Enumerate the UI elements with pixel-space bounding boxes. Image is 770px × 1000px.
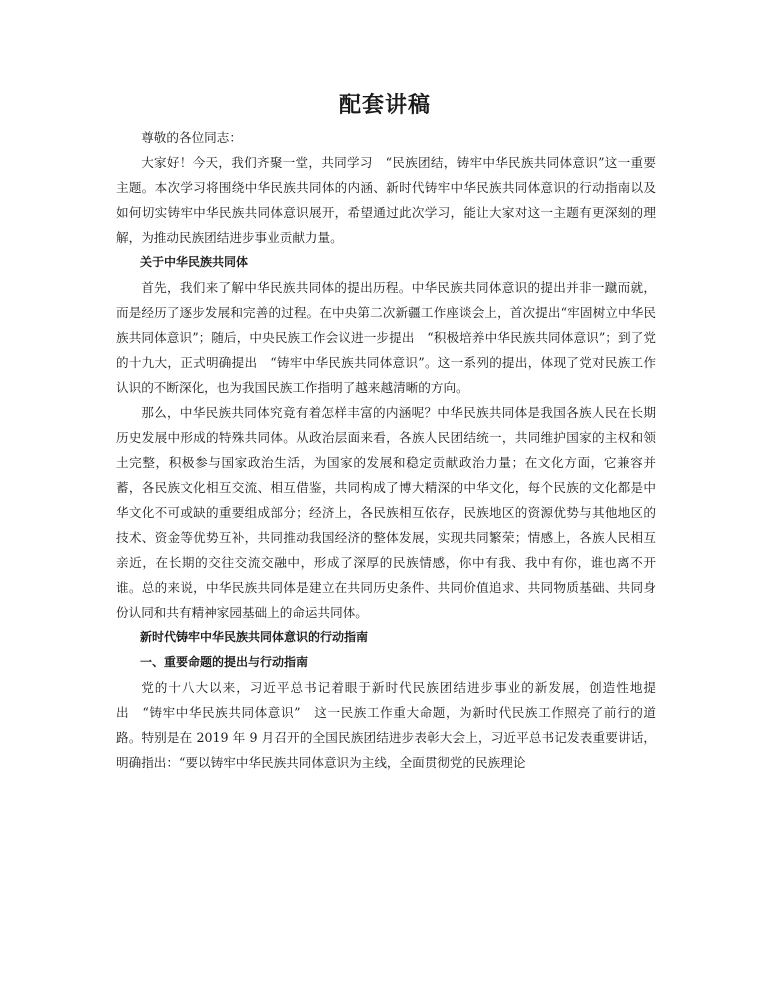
section-heading-guideline: 新时代铸牢中华民族共同体意识的行动指南 xyxy=(140,630,369,644)
paragraph-connotation: 那么，中华民族共同体究竟有着怎样丰富的内涵呢？中华民族共同体是我国各族人民在长期历史发展中形成的特殊共同体。从政治层面来看，各族人民团结统一，共同维护国家的主权和领土完整，积极参与国家政治生活，为国家的发展和稳定贡献政治力量；在文化方面，它兼容并蓄，各民族文化相互交流、相互借鉴，共同构成了博大精深的中华文化，每个民族的文化都是中华文化不可或缺的重要组成部分；经济上，各民族相互依存，民族地区的资源优势与其他地区的技术、资金等优势互补，共同推动我国经济的整体发展，实现共同繁荣；情感上，各族人民相互亲近，在长期的交往交流交融中，形成了深厚的民族情感，你中有我、我中有你，谁也离不开谁。总的来说，中华民族共同体是建立在共同历史条件、共同价值追求、共同物质基础、共同身份认同和共有精神家园基础上的命运共同体。 xyxy=(116,405,656,620)
page-title: 配套讲稿 xyxy=(338,92,431,118)
paragraph-history: 首先，我们来了解中华民族共同体的提出历程。中华民族共同体意识的提出并非一蹴而就，而是经历了逐步发展和完善的过程。在中央第二次新疆工作座谈会上，首次提出“牢固树立中华民族共同体意识”；随后，中央民族工作会议进一步提出 “积极培养中华民族共同体意识”；到了党的十九大，正式明确提出 “铸牢中华民族共同体意识”。这一系列的提出，体现了党对民族工作认识的不断深化，也为我国民族工作指明了越来越清晰的方向。 xyxy=(116,280,656,395)
paragraph-eighteenth-congress: 党的十八大以来，习近平总书记着眼于新时代民族团结进步事业的新发展，创造性地提出 “铸牢中华民族共同体意识” 这一民族工作重大命题，为新时代民族工作照亮了前行的道路。特别是在 2019 年 9 月召开的全国民族团结进步表彰大会上，习近平总书记发表重要讲话，明确指出：“要以铸牢中华民族共同体意识为主线，全面贯彻党的民族理论 xyxy=(116,680,656,770)
greeting-line: 尊敬的各位同志： xyxy=(141,130,242,145)
subsection-heading-proposition: 一、重要命题的提出与行动指南 xyxy=(140,655,309,669)
section-heading-community: 关于中华民族共同体 xyxy=(140,255,249,269)
document-body xyxy=(116,125,656,775)
paragraph-intro: 大家好！今天，我们齐聚一堂，共同学习 “民族团结，铸牢中华民族共同体意识”这一重要主题。本次学习将围绕中华民族共同体的内涵、新时代铸牢中华民族共同体意识的行动指南以及如何切实铸牢中华民族共同体意识展开，希望通过此次学习，能让大家对这一主题有更深刻的理解，为推动民族团结进步事业贡献力量。 xyxy=(116,155,656,245)
